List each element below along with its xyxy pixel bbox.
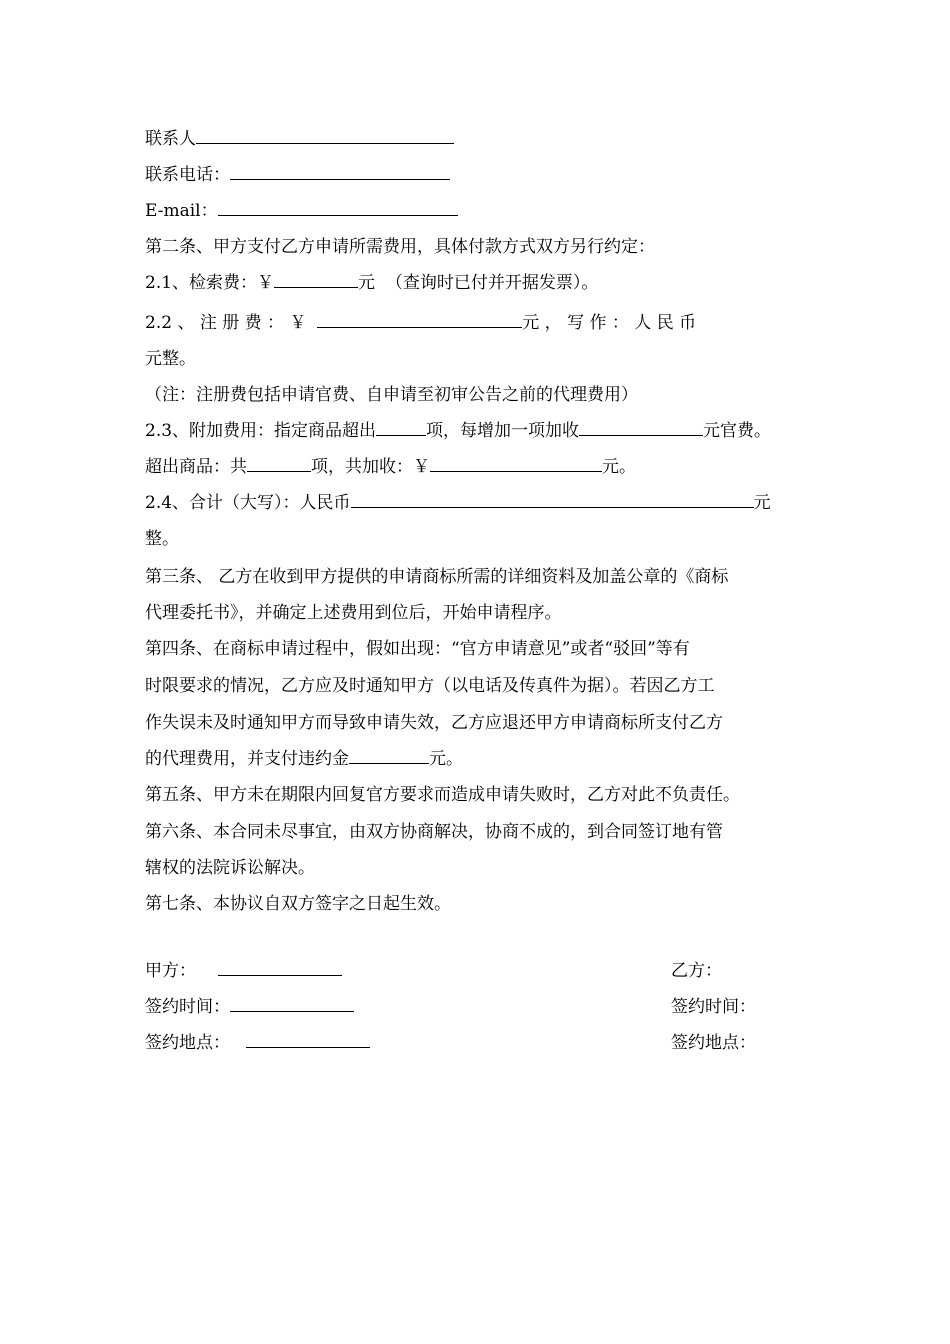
exceeding-goods-count-field[interactable]: [247, 449, 311, 472]
contact-person-label: 联系人: [145, 129, 196, 149]
contact-email-label: E-mail：: [145, 201, 218, 221]
article-5: 第五条、甲方未在期限内回复官方要求而造成申请失败时，乙方对此不负责任。: [145, 785, 740, 805]
total-unit: 元: [753, 493, 771, 513]
article-3-line-1: 第三条、 乙方在收到甲方提供的申请商标所需的详细资料及加盖公章的《商标: [145, 567, 729, 587]
article-4-line-2: 时限要求的情况，乙方应及时通知甲方（以电话及传真件为据）。若因乙方工: [145, 676, 715, 696]
article-2-4-row: [145, 484, 771, 522]
additional-fee-label: 2.3、附加费用：指定商品超出: [145, 421, 377, 441]
article-2-intro: 第二条、甲方支付乙方申请所需费用，具体付款方式双方另行约定：: [145, 237, 655, 257]
exceeding-goods-end: 元。: [602, 457, 636, 477]
total-label: 2.4、合计（大写）：人民币: [145, 493, 351, 513]
search-fee-label: 2.1、检索费：￥: [145, 273, 275, 293]
penalty-unit: 元。: [429, 749, 463, 769]
contact-phone-field[interactable]: [230, 157, 450, 180]
article-2-3b-row: [145, 448, 636, 486]
contact-phone-label: 联系电话：: [145, 165, 230, 185]
article-2-2-row: [145, 304, 696, 342]
registration-fee-label: 2.2 、 注 册 费 ： ￥: [145, 313, 307, 333]
party-b-label: 乙方：: [671, 961, 722, 981]
article-4-line-3: 作失误未及时通知甲方而导致申请失效，乙方应退还甲方申请商标所支付乙方: [145, 713, 723, 733]
article-4-line-1: 第四条、在商标申请过程中，假如出现：“官方申请意见”或者“驳回”等有: [145, 639, 690, 659]
registration-fee-mid: 元 ， 写 作 ： 人 民 币: [522, 313, 697, 333]
search-fee-unit: 元: [358, 273, 376, 293]
party-a-row: [145, 953, 342, 989]
exceeding-goods-label: 超出商品：共: [145, 457, 247, 477]
article-7: 第七条、本协议自双方签字之日起生效。: [145, 894, 451, 914]
party-a-label: 甲方：: [145, 961, 196, 981]
article-6-line-1: 第六条、本合同未尽事宜，由双方协商解决，协商不成的，到合同签订地有管: [145, 822, 723, 842]
contact-person-row: [145, 120, 454, 158]
penalty-amount-field[interactable]: [349, 741, 429, 764]
contact-person-field[interactable]: [196, 121, 454, 144]
article-2-4-end: 整。: [145, 529, 179, 549]
contact-email-row: [145, 192, 458, 230]
sign-time-a-field[interactable]: [230, 989, 354, 1012]
exceeding-items-field[interactable]: [376, 413, 426, 436]
per-item-fee-field[interactable]: [579, 413, 703, 436]
search-fee-field[interactable]: [274, 265, 358, 288]
registration-fee-field[interactable]: [317, 305, 522, 328]
article-2-3-row: [145, 412, 771, 450]
total-amount-field[interactable]: [351, 485, 754, 508]
article-3-line-2: 代理委托书》，并确定上述费用到位后，开始申请程序。: [145, 603, 562, 623]
contact-email-field[interactable]: [218, 193, 458, 216]
article-4-line-4: [145, 740, 463, 778]
article-2-2-end: 元整。: [145, 349, 196, 369]
exceeding-goods-total-field[interactable]: [430, 449, 602, 472]
sign-place-a-field[interactable]: [246, 1025, 370, 1048]
additional-fee-end: 元官费。: [703, 421, 772, 441]
article-2-2-note: （注：注册费包括申请官费、自申请至初审公告之前的代理费用）: [145, 385, 638, 405]
exceeding-goods-mid: 项，共加收：￥: [311, 457, 430, 477]
sign-place-a-label: 签约地点：: [145, 1033, 230, 1053]
party-a-field[interactable]: [218, 953, 342, 976]
penalty-label: 的代理费用，并支付违约金: [145, 749, 349, 769]
sign-time-a-row: [145, 989, 354, 1025]
sign-place-b-label: 签约地点：: [671, 1033, 756, 1053]
article-6-line-2: 辖权的法院诉讼解决。: [145, 858, 315, 878]
sign-time-b-label: 签约时间：: [671, 997, 756, 1017]
sign-time-a-label: 签约时间：: [145, 997, 230, 1017]
additional-fee-mid: 项，每增加一项加收: [426, 421, 580, 441]
search-fee-note: （查询时已付并开据发票）。: [385, 273, 599, 293]
contact-phone-row: [145, 156, 450, 194]
sign-place-a-row: [145, 1025, 370, 1061]
article-2-1-row: [145, 264, 598, 302]
